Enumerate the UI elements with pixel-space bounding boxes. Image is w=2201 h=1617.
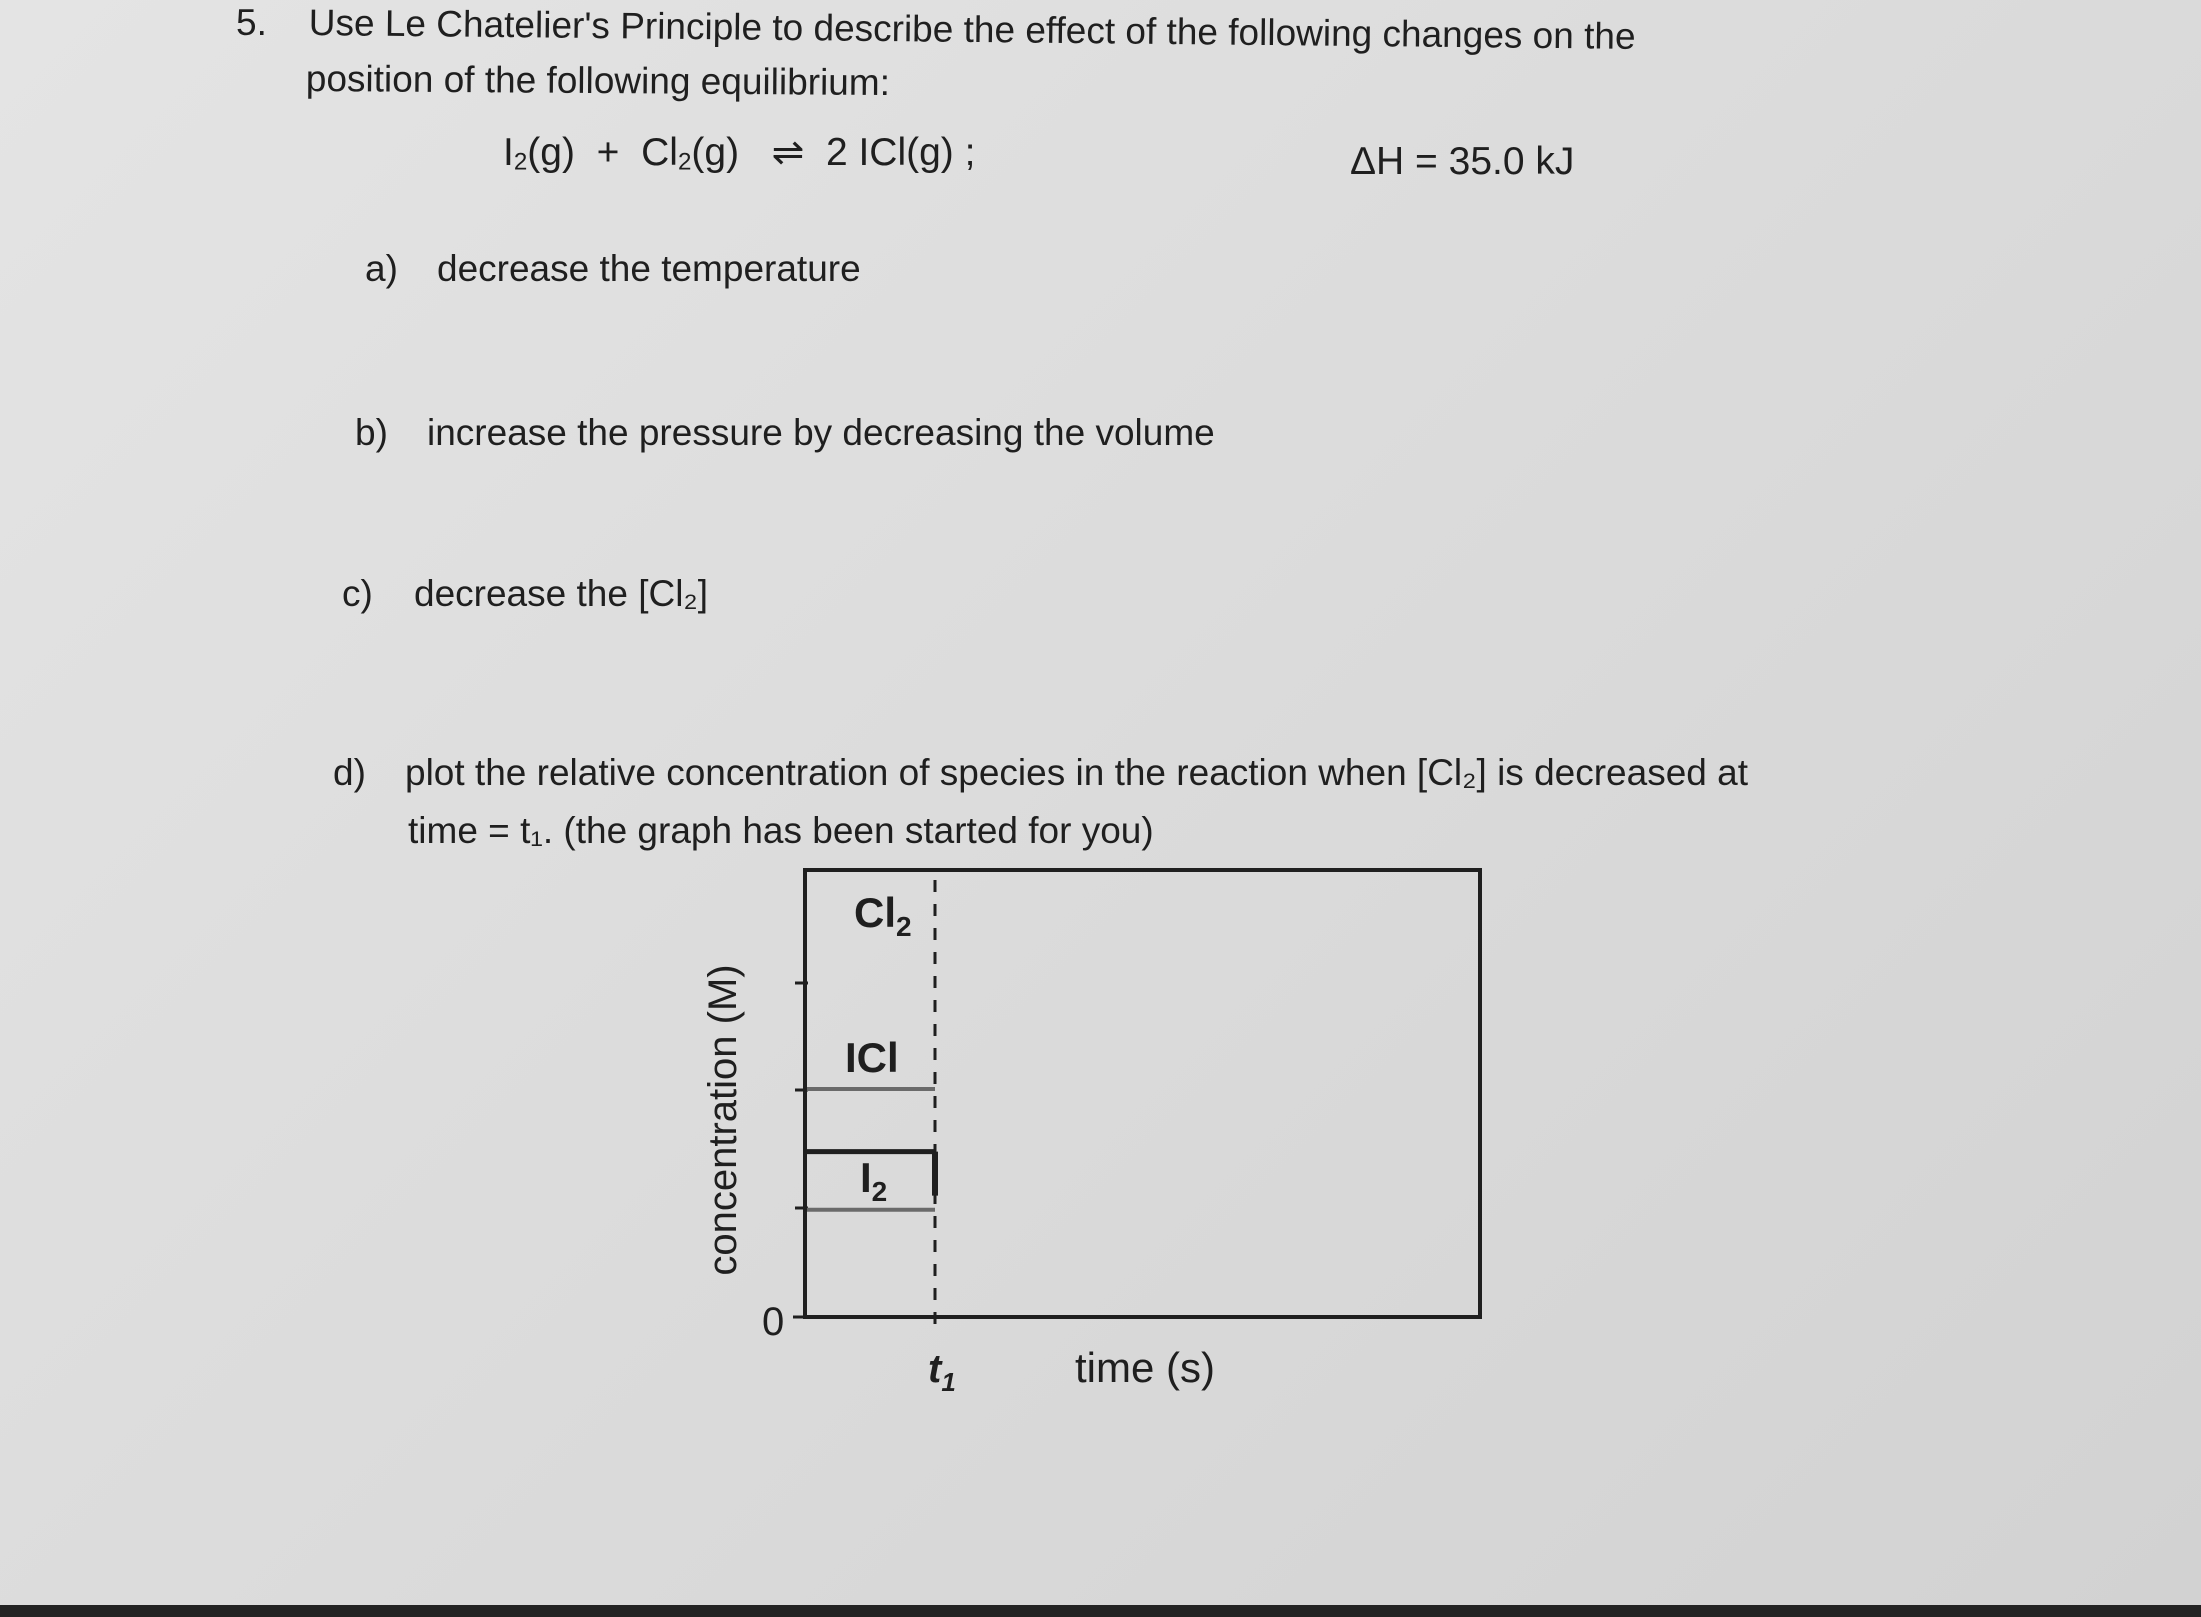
y-axis-zero-label: 0 (762, 1300, 785, 1344)
part-b-label: b) (355, 412, 388, 453)
part-a-text: decrease the temperature (437, 248, 861, 289)
question-text-line1: Use Le Chatelier's Principle to describe the effect of the following changes on the (308, 2, 1636, 57)
series-label-i2: $I_2$ (860, 1154, 888, 1207)
reactant-chlorine-subscript: 2 (677, 148, 692, 176)
reactant-iodine: I (503, 131, 514, 174)
part-c-text: decrease the [Cl₂] (414, 573, 709, 614)
part-d-text-line2: time = t₁. (the graph has been started for you) (408, 810, 1154, 851)
reactant-iodine-state: (g) (527, 131, 575, 174)
question-text-line2: position of the following equilibrium: (305, 58, 891, 104)
reactant-chlorine-state: (g) (691, 131, 740, 174)
part-c-label: c) (342, 573, 373, 614)
reactant-iodine-subscript: 2 (513, 148, 528, 176)
x-axis-label: time (s) (1075, 1344, 1215, 1391)
page-bottom-edge (0, 1605, 2201, 1617)
product-icl: 2 ICl(g) ; (825, 131, 976, 174)
t1-label: $t_1$ (928, 1347, 956, 1397)
reactant-chlorine: Cl (641, 131, 678, 174)
part-b-text: increase the pressure by decreasing the volume (427, 412, 1215, 453)
y-axis-label: concentration (M) (701, 964, 745, 1276)
equation-plus: + (596, 131, 620, 174)
enthalpy-change: ΔH = 35.0 kJ (1350, 140, 1575, 183)
part-d-label: d) (333, 752, 366, 793)
question-number: 5. (236, 2, 267, 43)
series-label-icl: ICl (845, 1034, 899, 1081)
part-a-label: a) (365, 248, 398, 289)
part-d-text: plot the relative concentration of species in the reaction when [Cl₂] is decreased at (405, 752, 1749, 793)
equilibrium-arrow-icon: ⇌ (771, 131, 805, 174)
series-label-cl2: $Cl_2$ (854, 889, 912, 942)
